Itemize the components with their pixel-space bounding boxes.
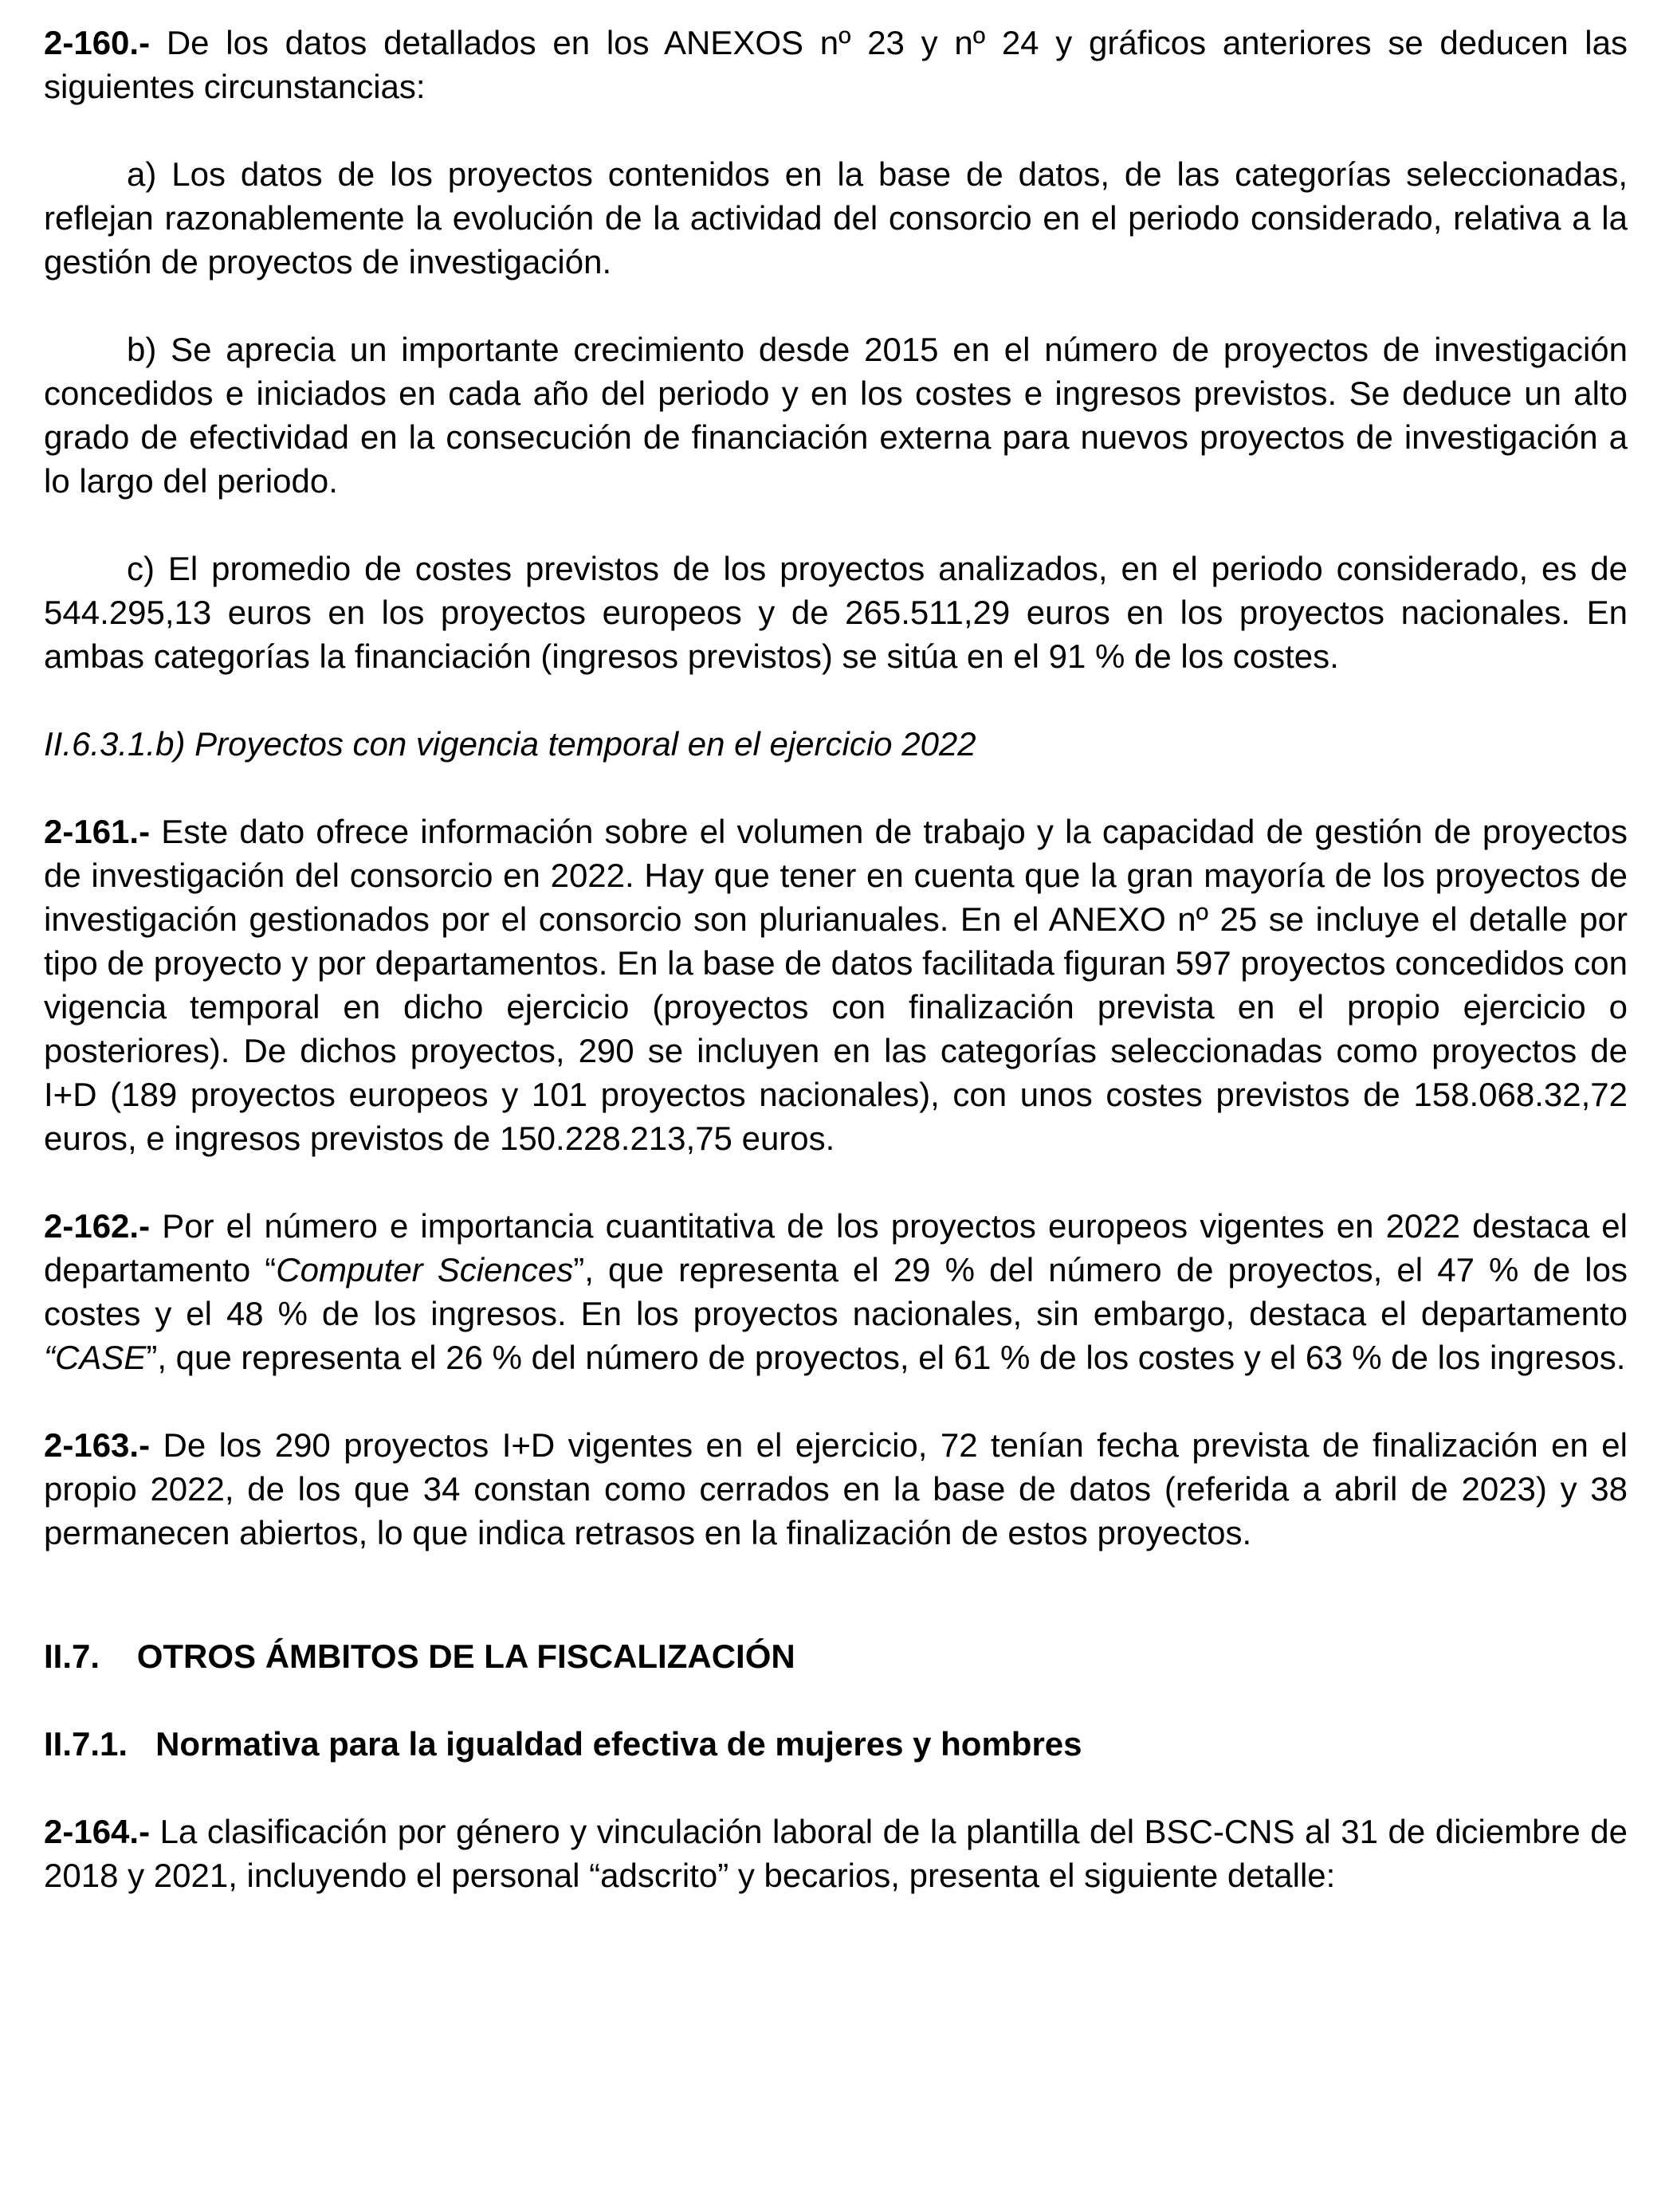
text-run: ”, que representa el 26 % del número de proyectos, el 61 % de los costes y el 63 % de los ingresos. <box>146 1339 1626 1376</box>
text-run: La clasificación por género y vinculación laboral de la plantilla del BSC-CNS al 31 de diciembre de 2018 y 2021, incluyendo el personal “adscrito” y becarios, presenta el siguiente detalle: <box>44 1813 1628 1894</box>
item-c <box>44 547 1628 678</box>
text-run: De los 290 proyectos I+D vigentes en el ejercicio, 72 tenían fecha prevista de finalización en el propio 2022, de los que 34 constan como cerrados en la base de datos (referida a abril de 2023) y 38 permanecen abiertos, lo que indica retrasos en la finalización de estos proyectos. <box>44 1426 1628 1551</box>
text-run: “CASE <box>44 1339 147 1376</box>
item-b <box>44 327 1628 503</box>
text-run: c) El promedio de costes previstos de los proyectos analizados, en el periodo considerado, es de 544.295,13 euros en los proyectos europeos y de 265.511,29 euros en los proyectos nacionales. En ambas categorías la financiación (ingresos previstos) se sitúa en el 91 % de los costes. <box>44 550 1628 675</box>
text-run: b) Se aprecia un importante crecimiento desde 2015 en el número de proyectos de investigación concedidos e iniciados en cada año del periodo y en los costes e ingresos previstos. Se deduce un alto grado de efectividad en la consecución de financiación externa para nuevos proyectos de investigación a lo largo del periodo. <box>44 331 1628 500</box>
para-2-161 <box>44 810 1628 1160</box>
text-run: II.7.1. Normativa para la igualdad efectiva de mujeres y hombres <box>44 1725 1082 1763</box>
text-run: a) Los datos de los proyectos contenidos en la base de datos, de las categorías seleccionadas, reflejan razonablemente la evolución de la actividad del consorcio en el periodo considerado, relativa a la gestión de proyectos de investigación. <box>44 155 1628 280</box>
heading-II-7 <box>44 1634 1628 1678</box>
item-a <box>44 152 1628 284</box>
text-run: II.7. OTROS ÁMBITOS DE LA FISCALIZACIÓN <box>44 1637 795 1675</box>
text-run: 2-160.- <box>44 24 167 61</box>
text-run: Por el número e importancia cuantitativa de los proyectos europeos vigentes en 2022 destaca el departamento “ <box>44 1207 1628 1288</box>
text-run: ”, que representa el 29 % del número de proyectos, el 47 % de los costes y el 48 % de los ingresos. En los proyectos nacionales, sin embargo, destaca el departamento <box>44 1251 1628 1332</box>
text-run: 2-162.- <box>44 1207 163 1245</box>
para-2-160 <box>44 21 1628 108</box>
text-run: Este dato ofrece información sobre el volumen de trabajo y la capacidad de gestión de proyectos de investigación del consorcio en 2022. Hay que tener en cuenta que la gran mayoría de los proyectos de investigación gestionados por el consorcio son plurianuales. En el ANEXO nº 25 se incluye el detalle por tipo de proyecto y por departamentos. En la base de datos facilitada figuran 597 proyectos concedidos con vigencia temporal en dicho ejercicio (proyectos con finalización prevista en el propio ejercicio o posteriores). De dichos proyectos, 290 se incluyen en las categorías seleccionadas como proyectos de I+D (189 proyectos europeos y 101 proyectos nacionales), con unos costes previstos de 158.068.32,72 euros, e ingresos previstos de 150.228.213,75 euros. <box>44 813 1628 1157</box>
text-run: De los datos detallados en los ANEXOS nº 23 y nº 24 y gráficos anteriores se deducen las siguientes circunstancias: <box>44 24 1628 105</box>
heading-II-6-3-1-b <box>44 722 1628 766</box>
text-run: 2-163.- <box>44 1426 163 1464</box>
document-body <box>44 21 1628 1897</box>
para-2-162 <box>44 1204 1628 1379</box>
heading-II-7-1 <box>44 1722 1628 1766</box>
para-2-163 <box>44 1423 1628 1555</box>
text-run: 2-161.- <box>44 813 162 850</box>
para-2-164 <box>44 1810 1628 1897</box>
text-run: II.6.3.1.b) Proyectos con vigencia temporal en el ejercicio 2022 <box>44 725 976 763</box>
text-run: 2-164.- <box>44 1813 160 1850</box>
text-run: Computer Sciences <box>276 1251 574 1288</box>
